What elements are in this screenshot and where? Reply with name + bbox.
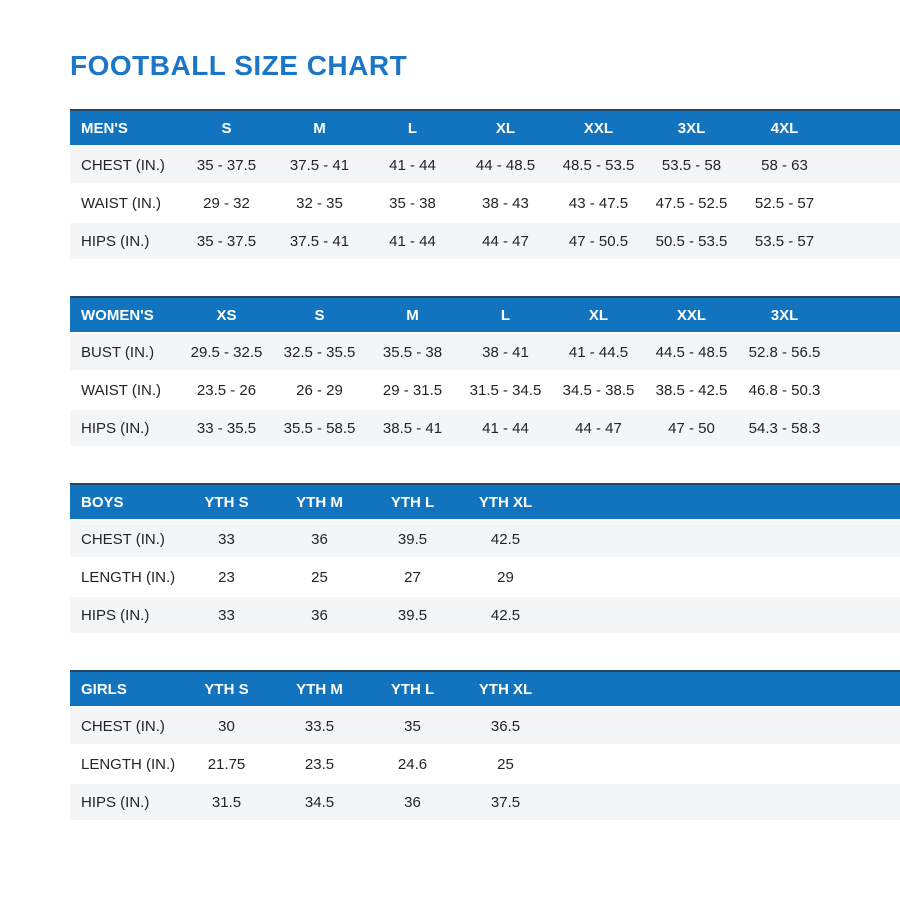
row-value-0: 29 - 32 xyxy=(203,194,250,212)
row-label: LENGTH (IN.) xyxy=(81,755,176,773)
table-title-womens: WOMEN'S xyxy=(81,306,154,324)
size-table-womens xyxy=(70,296,900,446)
row-value-4: 43 - 47.5 xyxy=(568,194,629,212)
size-table-girls xyxy=(70,670,900,820)
row-value-1: 36 xyxy=(311,530,328,548)
table-row-womens-2 xyxy=(70,410,900,446)
table-header-row-mens xyxy=(70,109,900,145)
row-value-6: 58 - 63 xyxy=(761,156,808,174)
table-row-boys-1 xyxy=(70,559,900,595)
row-value-5: 38.5 - 42.5 xyxy=(655,381,728,399)
row-value-1: 26 - 29 xyxy=(296,381,343,399)
column-header-mens-5: 3XL xyxy=(677,119,706,137)
row-value-0: 23.5 - 26 xyxy=(196,381,257,399)
row-value-1: 36 xyxy=(311,606,328,624)
column-header-mens-2: L xyxy=(407,119,418,137)
row-value-3: 29 xyxy=(497,568,514,586)
table-header-row-girls xyxy=(70,670,900,706)
row-value-4: 41 - 44.5 xyxy=(568,343,629,361)
row-value-1: 25 xyxy=(311,568,328,586)
table-row-womens-1 xyxy=(70,372,900,408)
table-header-row-boys xyxy=(70,483,900,519)
column-header-boys-3: YTH XL xyxy=(478,493,533,511)
row-value-2: 41 - 44 xyxy=(389,232,436,250)
column-header-boys-0: YTH S xyxy=(204,493,249,511)
row-value-2: 39.5 xyxy=(397,530,428,548)
row-value-2: 29 - 31.5 xyxy=(382,381,443,399)
row-value-0: 33 xyxy=(218,606,235,624)
table-title-mens: MEN'S xyxy=(81,119,128,137)
column-header-boys-2: YTH L xyxy=(390,493,435,511)
column-header-womens-6: 3XL xyxy=(770,306,799,324)
column-header-boys-1: YTH M xyxy=(296,493,343,511)
row-value-4: 48.5 - 53.5 xyxy=(562,156,635,174)
row-label: CHEST (IN.) xyxy=(81,530,165,548)
row-value-1: 32.5 - 35.5 xyxy=(283,343,356,361)
row-value-0: 33 - 35.5 xyxy=(196,419,257,437)
table-row-womens-0 xyxy=(70,334,900,370)
column-header-girls-1: YTH M xyxy=(296,680,343,698)
row-value-4: 44 - 47 xyxy=(575,419,622,437)
row-label: CHEST (IN.) xyxy=(81,156,165,174)
row-value-3: 37.5 xyxy=(490,793,521,811)
row-value-3: 42.5 xyxy=(490,606,521,624)
column-header-womens-1: S xyxy=(314,306,325,324)
row-value-5: 47 - 50 xyxy=(668,419,715,437)
page-title: FOOTBALL SIZE CHART xyxy=(70,50,408,81)
row-value-3: 36.5 xyxy=(490,717,521,735)
column-header-mens-3: XL xyxy=(495,119,516,137)
row-label: HIPS (IN.) xyxy=(81,793,150,811)
row-value-2: 27 xyxy=(404,568,421,586)
row-value-3: 31.5 - 34.5 xyxy=(469,381,542,399)
row-value-0: 29.5 - 32.5 xyxy=(190,343,263,361)
row-value-4: 47 - 50.5 xyxy=(568,232,629,250)
table-row-girls-2 xyxy=(70,784,900,820)
row-value-6: 52.8 - 56.5 xyxy=(748,343,821,361)
row-value-0: 21.75 xyxy=(207,755,246,773)
column-header-womens-4: XL xyxy=(588,306,609,324)
row-value-1: 23.5 xyxy=(304,755,335,773)
row-value-2: 35.5 - 38 xyxy=(382,343,443,361)
table-row-boys-2 xyxy=(70,597,900,633)
row-label: BUST (IN.) xyxy=(81,343,155,361)
row-label: HIPS (IN.) xyxy=(81,419,150,437)
row-value-3: 44 - 48.5 xyxy=(475,156,536,174)
row-label: LENGTH (IN.) xyxy=(81,568,176,586)
column-header-girls-3: YTH XL xyxy=(478,680,533,698)
column-header-mens-6: 4XL xyxy=(770,119,799,137)
row-value-6: 52.5 - 57 xyxy=(754,194,815,212)
table-row-girls-0 xyxy=(70,708,900,744)
row-label: WAIST (IN.) xyxy=(81,194,161,212)
row-value-2: 41 - 44 xyxy=(389,156,436,174)
row-value-1: 37.5 - 41 xyxy=(289,232,350,250)
row-label: HIPS (IN.) xyxy=(81,232,150,250)
row-label: HIPS (IN.) xyxy=(81,606,150,624)
row-value-2: 35 xyxy=(404,717,421,735)
row-value-5: 53.5 - 58 xyxy=(661,156,722,174)
row-value-6: 46.8 - 50.3 xyxy=(748,381,821,399)
row-value-3: 42.5 xyxy=(490,530,521,548)
row-value-5: 44.5 - 48.5 xyxy=(655,343,728,361)
row-value-3: 41 - 44 xyxy=(482,419,529,437)
column-header-womens-0: XS xyxy=(216,306,237,324)
table-row-mens-1 xyxy=(70,185,900,221)
row-value-0: 23 xyxy=(218,568,235,586)
column-header-mens-4: XXL xyxy=(583,119,614,137)
row-value-5: 50.5 - 53.5 xyxy=(655,232,728,250)
column-header-girls-2: YTH L xyxy=(390,680,435,698)
row-value-1: 32 - 35 xyxy=(296,194,343,212)
table-header-row-womens xyxy=(70,296,900,332)
row-value-2: 36 xyxy=(404,793,421,811)
row-value-5: 47.5 - 52.5 xyxy=(655,194,728,212)
table-row-boys-0 xyxy=(70,521,900,557)
column-header-womens-3: L xyxy=(500,306,511,324)
size-table-mens xyxy=(70,109,900,259)
row-value-0: 35 - 37.5 xyxy=(196,232,257,250)
size-table-boys xyxy=(70,483,900,633)
column-header-mens-0: S xyxy=(221,119,232,137)
row-label: WAIST (IN.) xyxy=(81,381,161,399)
row-value-3: 44 - 47 xyxy=(482,232,529,250)
row-label: CHEST (IN.) xyxy=(81,717,165,735)
table-row-mens-0 xyxy=(70,147,900,183)
row-value-3: 25 xyxy=(497,755,514,773)
row-value-0: 31.5 xyxy=(211,793,242,811)
row-value-0: 35 - 37.5 xyxy=(196,156,257,174)
row-value-2: 35 - 38 xyxy=(389,194,436,212)
column-header-womens-5: XXL xyxy=(676,306,707,324)
row-value-4: 34.5 - 38.5 xyxy=(562,381,635,399)
row-value-2: 39.5 xyxy=(397,606,428,624)
row-value-1: 37.5 - 41 xyxy=(289,156,350,174)
column-header-womens-2: M xyxy=(406,306,419,324)
row-value-1: 33.5 xyxy=(304,717,335,735)
row-value-3: 38 - 43 xyxy=(482,194,529,212)
row-value-1: 34.5 xyxy=(304,793,335,811)
column-header-girls-0: YTH S xyxy=(204,680,249,698)
row-value-0: 33 xyxy=(218,530,235,548)
row-value-3: 38 - 41 xyxy=(482,343,529,361)
row-value-6: 53.5 - 57 xyxy=(754,232,815,250)
table-row-girls-1 xyxy=(70,746,900,782)
row-value-2: 38.5 - 41 xyxy=(382,419,443,437)
column-header-mens-1: M xyxy=(313,119,326,137)
table-title-boys: BOYS xyxy=(81,493,124,511)
size-tables-container xyxy=(70,109,900,820)
row-value-6: 54.3 - 58.3 xyxy=(748,419,821,437)
row-value-0: 30 xyxy=(218,717,235,735)
table-row-mens-2 xyxy=(70,223,900,259)
row-value-1: 35.5 - 58.5 xyxy=(283,419,356,437)
row-value-2: 24.6 xyxy=(397,755,428,773)
table-title-girls: GIRLS xyxy=(81,680,127,698)
